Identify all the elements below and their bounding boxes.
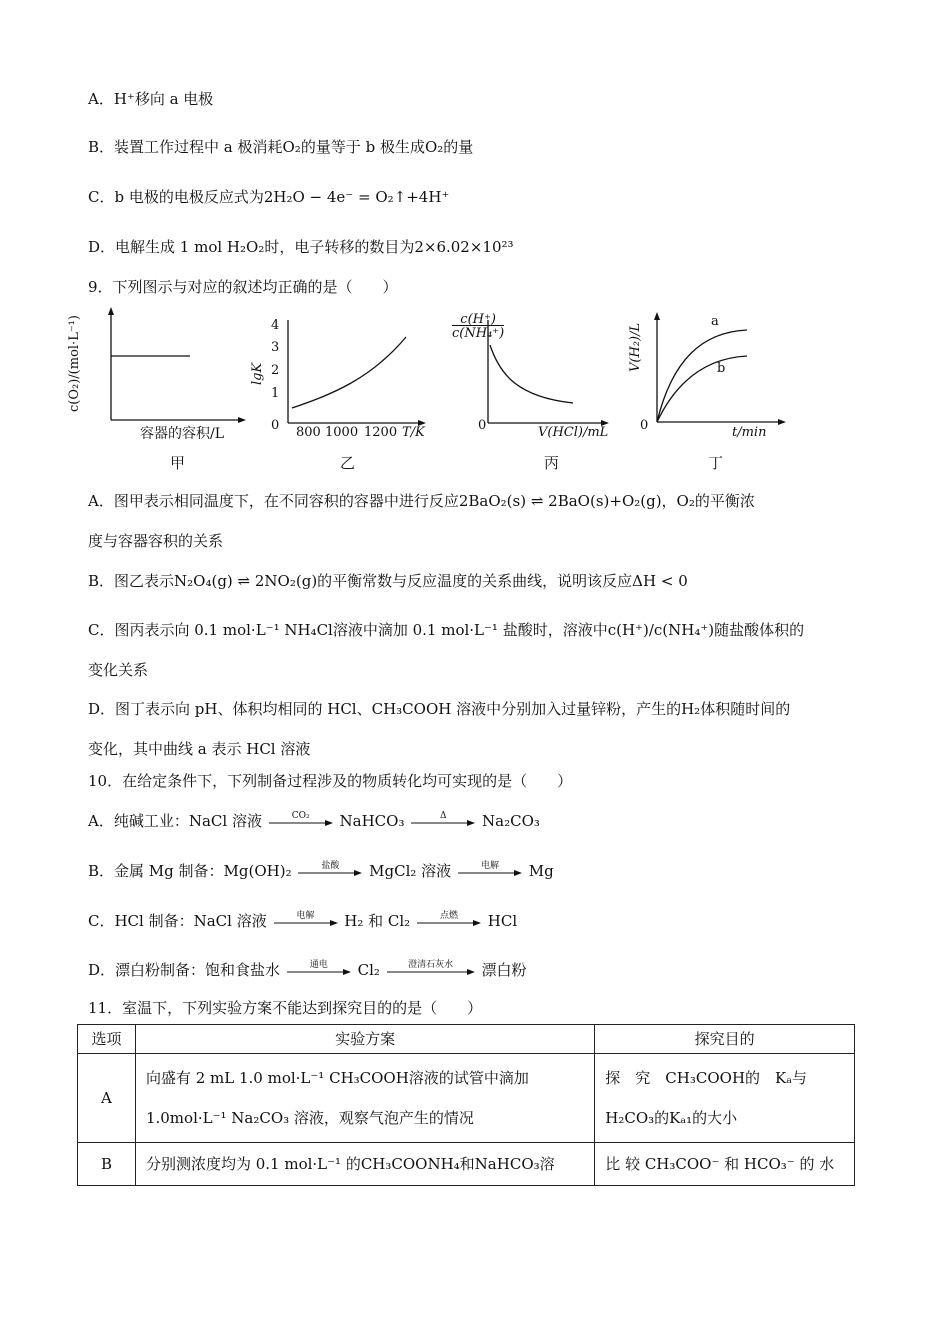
q10-option-a bbox=[88, 810, 540, 832]
row-a-plan bbox=[135, 1054, 594, 1143]
ding-curve-b-label: b bbox=[717, 361, 726, 376]
q10-b-mid: MgCl₂ 溶液 bbox=[369, 862, 452, 880]
header-plan: 实验方案 bbox=[135, 1025, 594, 1054]
q10-a-arrow1 bbox=[269, 811, 333, 830]
q10-d-arrow2 bbox=[387, 960, 475, 979]
q11-stem: 11．室温下，下列实验方案不能达到探究目的的是（ ） bbox=[88, 999, 483, 1017]
q9-option-b: B．图乙表示N₂O₄(g) ⇌ 2NO₂(g)的平衡常数与反应温度的关系曲线，说明该反应ΔH < 0 bbox=[88, 572, 688, 590]
q10-c-arrow2 bbox=[417, 911, 481, 930]
q9-option-d-line1: D．图丁表示向 pH、体积均相同的 HCl、CH₃COOH 溶液中分别加入过量锌粉，产生的H₂体积随时间的 bbox=[88, 700, 791, 718]
q10-d-cond1: 通电 bbox=[309, 960, 328, 970]
yi-ytick-3: 3 bbox=[271, 340, 280, 355]
q10-b-end: Mg bbox=[528, 862, 554, 880]
table-row bbox=[78, 1054, 855, 1143]
q10-option-b bbox=[88, 860, 554, 882]
q10-d-prefix: D．漂白粉制备：饱和食盐水 bbox=[88, 961, 281, 979]
q9-option-a-line2: 度与容器容积的关系 bbox=[88, 532, 224, 550]
q8-option-c: C．b 电极的电极反应式为2H₂O − 4e⁻ = O₂↑+4H⁺ bbox=[88, 188, 450, 206]
q10-b-cond1: 盐酸 bbox=[321, 861, 340, 871]
bing-ylabel-den: c(NH₄⁺) bbox=[452, 326, 505, 341]
yi-xtick-1000: 1000 bbox=[325, 425, 359, 440]
q10-c-prefix: C．HCl 制备：NaCl 溶液 bbox=[88, 912, 267, 930]
q11-table bbox=[77, 1024, 855, 1186]
yi-ytick-0: 0 bbox=[271, 418, 280, 433]
q10-c-cond1: 电解 bbox=[296, 911, 315, 921]
yi-ytick-1: 1 bbox=[271, 386, 280, 401]
row-a-plan-line2: 1.0mol·L⁻¹ Na₂CO₃ 溶液，观察气泡产生的情况 bbox=[145, 1109, 474, 1127]
q9-option-c-line2: 变化关系 bbox=[88, 661, 149, 679]
q10-b-arrow1 bbox=[298, 861, 362, 880]
q10-a-end: Na₂CO₃ bbox=[482, 812, 540, 830]
q8-option-a: A．H⁺移向 a 电极 bbox=[88, 90, 214, 108]
q10-c-mid: H₂ 和 Cl₂ bbox=[344, 912, 411, 930]
yi-xlabel: T/K bbox=[402, 425, 425, 440]
ding-curve-a bbox=[657, 330, 747, 422]
header-option: 选项 bbox=[78, 1025, 136, 1054]
q10-b-cond2: 电解 bbox=[480, 861, 499, 871]
q8-option-b: B．装置工作过程中 a 极消耗O₂的量等于 b 极生成O₂的量 bbox=[88, 138, 474, 156]
q10-option-c bbox=[88, 910, 517, 932]
bing-curve bbox=[490, 345, 573, 403]
yi-ylabel: lgK bbox=[250, 362, 265, 385]
ding-curve-a-label: a bbox=[711, 314, 719, 329]
q10-c-end: HCl bbox=[487, 912, 518, 930]
q10-d-cond2: 澄清石灰水 bbox=[408, 960, 454, 970]
row-a-aim-line2: H₂CO₃的Kₐ₁的大小 bbox=[605, 1109, 738, 1127]
q10-a-cond1: CO₂ bbox=[291, 811, 310, 821]
bing-ylabel bbox=[452, 312, 504, 341]
table-header-row bbox=[78, 1025, 855, 1054]
q10-a-mid: NaHCO₃ bbox=[339, 812, 405, 830]
ding-xlabel: t/min bbox=[732, 425, 767, 440]
ding-curve-b bbox=[657, 356, 747, 422]
q10-c-arrow1 bbox=[274, 911, 338, 930]
yi-xtick-1200: 1200 bbox=[364, 425, 398, 440]
q10-a-arrow2 bbox=[411, 811, 475, 830]
row-b-option: B bbox=[78, 1143, 136, 1186]
jia-caption: 甲 bbox=[170, 454, 186, 472]
q9-stem: 9．下列图示与对应的叙述均正确的是（ ） bbox=[88, 278, 398, 296]
yi-caption: 乙 bbox=[340, 454, 356, 472]
q8-option-d: D．电解生成 1 mol H₂O₂时，电子转移的数目为2×6.02×10²³ bbox=[88, 238, 514, 256]
figure-yi bbox=[270, 315, 440, 440]
q10-stem: 10．在给定条件下，下列制备过程涉及的物质转化均可实现的是（ ） bbox=[88, 772, 573, 790]
q10-a-prefix: A．纯碱工业：NaCl 溶液 bbox=[88, 812, 262, 830]
row-a-option: A bbox=[78, 1054, 136, 1143]
jia-ylabel: c(O₂)/(mol·L⁻¹) bbox=[67, 315, 82, 412]
row-a-aim-line1: 探 究 CH₃COOH的 Kₐ与 bbox=[605, 1069, 808, 1087]
bing-caption: 丙 bbox=[544, 454, 560, 472]
q9-option-d-line2: 变化，其中曲线 a 表示 HCl 溶液 bbox=[88, 740, 311, 758]
q9-option-a-line1: A．图甲表示相同温度下，在不同容积的容器中进行反应2BaO₂(s) ⇌ 2BaO(s)+O₂(g)，O₂的平衡浓 bbox=[88, 492, 755, 510]
ding-caption: 丁 bbox=[708, 454, 724, 472]
q10-c-cond2: 点燃 bbox=[439, 911, 458, 921]
yi-ytick-4: 4 bbox=[271, 318, 280, 333]
row-b-plan: 分别测浓度均为 0.1 mol·L⁻¹ 的CH₃COONH₄和NaHCO₃溶 bbox=[135, 1143, 594, 1186]
q10-a-cond2: Δ bbox=[439, 811, 447, 821]
jia-xlabel: 容器的容积/L bbox=[140, 426, 225, 442]
row-a-plan-line1: 向盛有 2 mL 1.0 mol·L⁻¹ CH₃COOH溶液的试管中滴加 bbox=[145, 1069, 529, 1087]
ding-origin: 0 bbox=[640, 418, 649, 433]
row-a-aim bbox=[595, 1054, 855, 1143]
yi-curve bbox=[292, 337, 406, 408]
q10-d-mid: Cl₂ bbox=[357, 961, 380, 979]
header-aim: 探究目的 bbox=[595, 1025, 855, 1054]
q10-d-end: 漂白粉 bbox=[481, 961, 527, 979]
bing-xlabel: V(HCl)/mL bbox=[538, 425, 609, 440]
q10-option-d bbox=[88, 959, 526, 981]
q9-option-c-line1: C．图丙表示向 0.1 mol·L⁻¹ NH₄Cl溶液中滴加 0.1 mol·L⁻¹ 盐酸时，溶液中c(H⁺)/c(NH₄⁺)随盐酸体积的 bbox=[88, 621, 805, 639]
table-row bbox=[78, 1143, 855, 1186]
ding-ylabel: V(H₂)/L bbox=[628, 322, 643, 372]
yi-ytick-2: 2 bbox=[271, 363, 280, 378]
figure-jia bbox=[85, 305, 250, 440]
yi-xtick-800: 800 bbox=[296, 425, 321, 440]
row-b-aim: 比 较 CH₃COO⁻ 和 HCO₃⁻ 的 水 bbox=[595, 1143, 855, 1186]
q10-d-arrow1 bbox=[287, 960, 351, 979]
bing-ylabel-num: c(H⁺) bbox=[460, 312, 496, 327]
q10-b-arrow2 bbox=[458, 861, 522, 880]
q10-b-prefix: B．金属 Mg 制备：Mg(OH)₂ bbox=[88, 862, 292, 880]
bing-origin: 0 bbox=[478, 418, 487, 433]
